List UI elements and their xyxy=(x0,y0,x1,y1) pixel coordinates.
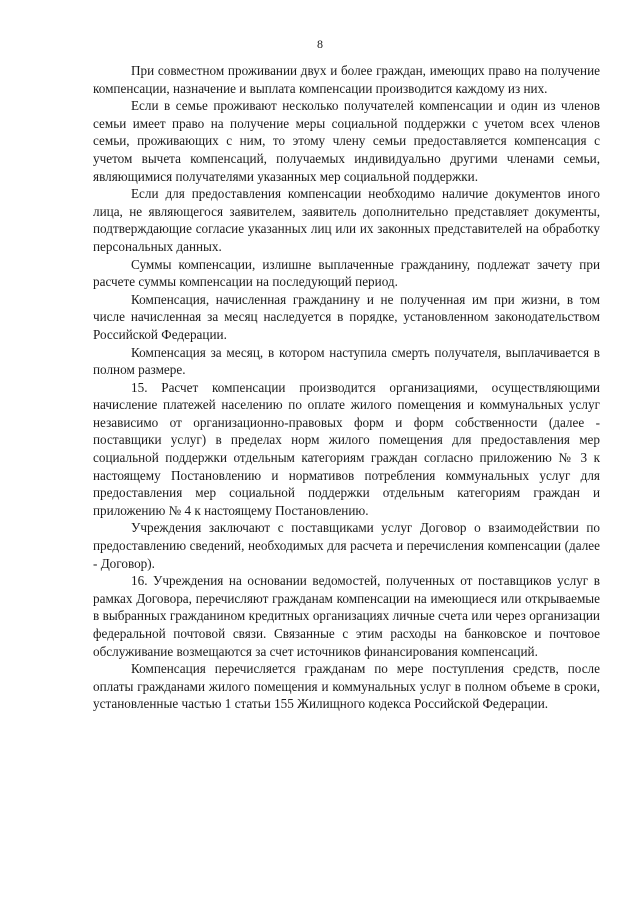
paragraph-multiple-recipients: Если в семье проживают несколько получателей компенсации и один из членов семьи имеет право на получение меры социальной поддержки с учетом всех членов семьи, проживающих с ним, то этому члену семьи предоставляется компенсация с учетом вычета компенсаций, получаемых индивидуально другими членами семьи, являющимися получателями указанных мер социальной поддержки. xyxy=(93,98,600,184)
paragraph-agreement: Учреждения заключают с поставщиками услуг Договор о взаимодействии по предоставлению сведений, необходимых для расчета и перечисления компенсации (далее - Договор). xyxy=(93,520,600,571)
paragraph-section-15-calculation: 15. Расчет компенсации производится организациями, осуществляющими начисление платежей населению по оплате жилого помещения и коммунальных услуг независимо от организационно-правовых форм и форм собственности (далее - поставщики услуг) в пределах норм жилого помещения для предоставления мер социальной поддержки отдельным категориям граждан согласно приложению № 3 к настоящему Постановлению и нормативов потребления коммунальных услуг для предоставления мер социальной поддержки отдельным категориям граждан и приложению № 4 к настоящему Постановлению. xyxy=(93,379,600,518)
paragraph-month-of-death: Компенсация за месяц, в котором наступила смерть получателя, выплачивается в полном размере. xyxy=(93,344,600,378)
paragraph-joint-residence: При совместном проживании двух и более граждан, имеющих право на получение компенсации, назначение и выплата компенсации производится каждому из них. xyxy=(93,63,600,96)
paragraph-inheritance: Компенсация, начисленная гражданину и не полученная им при жизни, в том числе начисленная за месяц наследуется в порядке, установленном законодательством Российской Федерации. xyxy=(93,291,600,342)
paragraph-transfer-timing: Компенсация перечисляется гражданам по мере поступления средств, после оплаты гражданами жилого помещения и коммунальных услуг в полном объеме в сроки, установленные частью 1 статьи 155 Жилищного кодекса Российской Федерации. xyxy=(93,661,600,712)
document-body xyxy=(93,62,600,713)
page-number: 8 xyxy=(317,37,323,51)
paragraph-other-person-documents: Если для предоставления компенсации необходимо наличие документов иного лица, не являющегося заявителем, заявитель дополнительно представляет документы, подтверждающие согласие указанных лиц или их законных представителей на обработку персональных данных. xyxy=(93,186,600,254)
paragraph-section-16-transfer: 16. Учреждения на основании ведомостей, полученных от поставщиков услуг в рамках Договора, перечисляют гражданам компенсации на имеющиеся или открываемые в выбранных гражданином кредитных организациях личные счета или через организации федеральной почтовой связи. Связанные с этим расходы на банковское и почтовое обслуживание возмещаются за счет источников финансирования компенсаций. xyxy=(93,573,600,659)
paragraph-overpayment-offset: Суммы компенсации, излишне выплаченные гражданину, подлежат зачету при расчете суммы компенсации на последующий период. xyxy=(93,256,600,290)
